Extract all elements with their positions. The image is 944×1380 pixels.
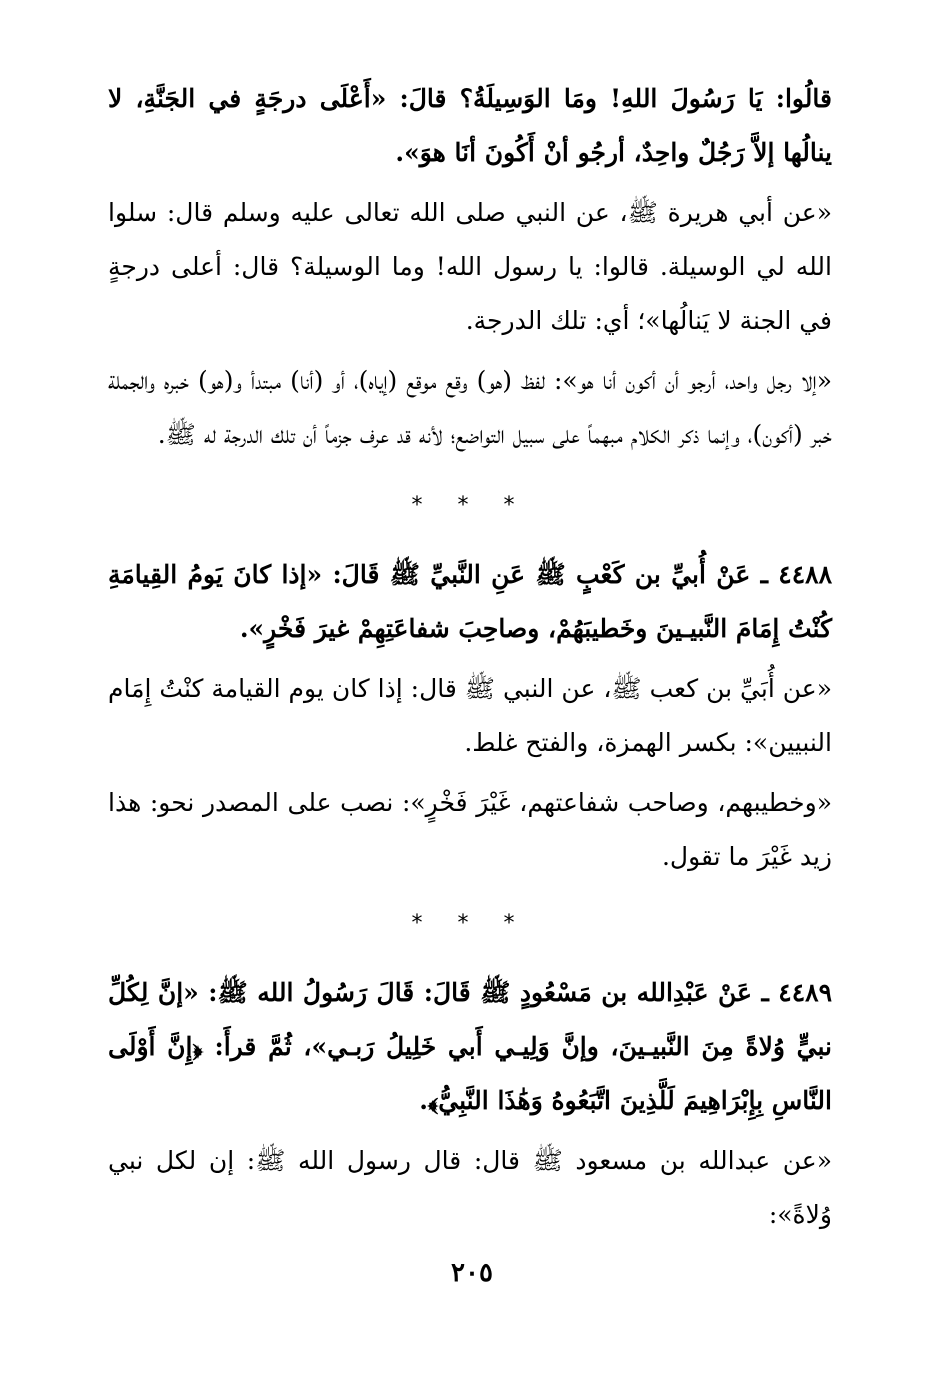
hadith-text-4489: ٤٤٨٩ ـ عَنْ عَبْدِالله بن مَسْعُودٍ ﷺ قَالَ: قَالَ رَسُولُ الله ﷺ: «إنَّ لِكُلِّ نبيٍّ وُلاةً مِنَ النَّبيـينَ، وإنَّ وَلِيـي أَبي خَلِيلُ رَبـي»، ثُمَّ قرأَ: ﴿إِنَّ أَوْلَى النَّاسِ بِإِبْرَاهِيمَ لَلَّذِينَ اتَّبَعُوهُ وَهَٰذَا النَّبِيُّ﴾.: [108, 978, 832, 1115]
section-separator: * * *: [411, 493, 529, 518]
hadith-text-4487: قالُوا: يَا رَسُولَ اللهِ! ومَا الوَسِيلَةُ؟ قالَ: «أَعْلَى درجَةٍ في الجَنَّةِ، لا ينالُها إلاَّ رَجُلٌ واحِدٌ، أرجُو أنْ أَكُونَ أنَا هوَ».: [108, 84, 832, 167]
commentary-paragraph: «عن أبي هريرة ﷺ، عن النبي صلى الله تعالى عليه وسلم قال: سلوا الله لي الوسيلة. قالوا: يا رسول الله! وما الوسيلة؟ قال: أعلى درجةٍ في الجنة لا يَنالُها»؛ أي: تلك الدرجة.: [108, 198, 832, 335]
hadith-text-4488: ٤٤٨٨ ـ عَنْ أُبيِّ بن كَعْبٍ ﷺ عَنِ النَّبيِّ ﷺ قَالَ: «إذا كانَ يَومُ القِيامَةِ كُنْتُ إِمَامَ النَّبيـينَ وخَطيبَهُمْ، وصاحِبَ شفاعَتِهِمْ غيرَ فَخْرٍ».: [108, 560, 832, 643]
commentary-paragraph: «عن أُبَيِّ بن كعب ﷺ، عن النبي ﷺ قال: إذا كان يوم القيامة كنْتُ إِمَام النبيين»: بكسر الهمزة، والفتح غلط.: [108, 674, 832, 757]
page-number: ٢٠٥: [451, 1258, 493, 1288]
commentary-paragraph: «عن عبدالله بن مسعود ﷺ قال: قال رسول الله ﷺ: إن لكل نبي وُلاةً»:: [108, 1146, 832, 1229]
section-separator: * * *: [411, 911, 529, 936]
commentary-paragraph: «إلا رجل واحد، أرجو أن أكون أنا هو»: لفظ (هو) وقع موقع (إياه)، أو (أنا) مبتدأ و(هو) خبره والجملة خبر (أكون)، وإنما ذكر الكلام مبهماً على سبيل التواضع؛ لأنه قد عرف جزماً أن تلك الدرجة له ﷺ.: [108, 366, 832, 449]
commentary-paragraph: «وخطيبهم، وصاحب شفاعتهم، غَيْرَ فَخْرٍ»: نصب على المصدر نحو: هذا زيد غَيْرَ ما تقول.: [108, 788, 832, 871]
